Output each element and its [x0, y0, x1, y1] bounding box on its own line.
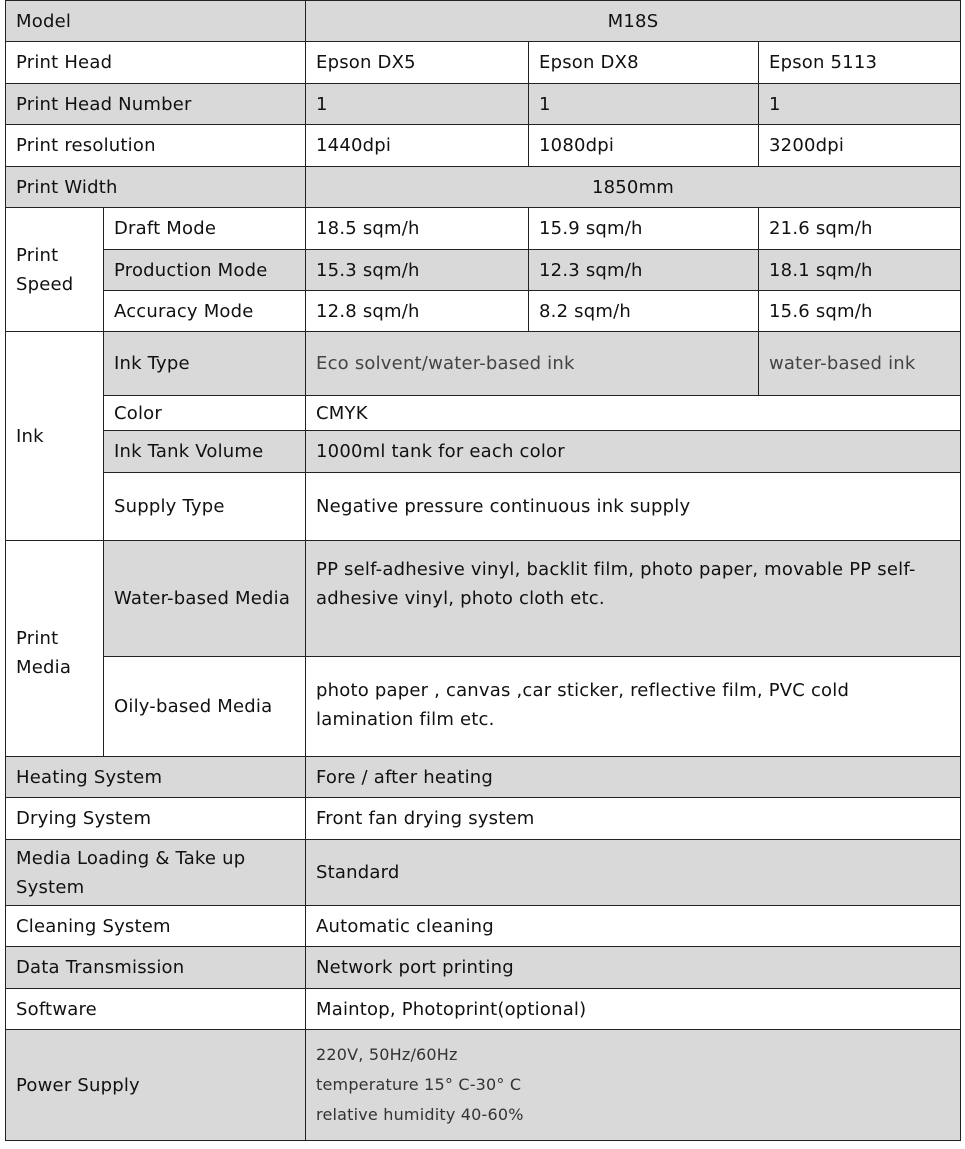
print-speed-label: Print Speed — [6, 208, 104, 332]
row-print-width — [6, 167, 961, 208]
row-speed-production — [6, 250, 961, 291]
speed-mode-label: Draft Mode — [104, 208, 306, 250]
row-speed-accuracy — [6, 291, 961, 332]
oily-media-label: Oily-based Media — [104, 657, 306, 757]
print-resolution-label: Print resolution — [6, 125, 306, 167]
power-supply-value — [306, 1030, 961, 1141]
row-speed-draft — [6, 208, 961, 250]
print-head-label: Print Head — [6, 42, 306, 84]
speed-value: 18.1 sqm/h — [759, 250, 961, 291]
speed-value: 18.5 sqm/h — [306, 208, 529, 250]
row-software — [6, 989, 961, 1030]
model-value: M18S — [306, 1, 961, 42]
speed-value: 21.6 sqm/h — [759, 208, 961, 250]
print-width-label: Print Width — [6, 167, 306, 208]
speed-value: 8.2 sqm/h — [529, 291, 759, 332]
spec-table — [5, 0, 961, 1141]
heating-value: Fore / after heating — [306, 757, 961, 798]
print-head-value: Epson 5113 — [759, 42, 961, 84]
speed-value: 12.8 sqm/h — [306, 291, 529, 332]
row-drying — [6, 798, 961, 840]
row-print-head — [6, 42, 961, 84]
power-supply-line: 220V, 50Hz/60Hz — [316, 1045, 458, 1064]
speed-value: 15.6 sqm/h — [759, 291, 961, 332]
software-value: Maintop, Photoprint(optional) — [306, 989, 961, 1030]
ink-type-eco: Eco solvent/water-based ink — [306, 332, 759, 396]
power-supply-line: temperature 15° C-30° C — [316, 1075, 522, 1094]
row-power-supply — [6, 1030, 961, 1141]
model-label: Model — [6, 1, 306, 42]
speed-value: 12.3 sqm/h — [529, 250, 759, 291]
power-supply-line: relative humidity 40-60% — [316, 1105, 524, 1124]
ink-supply-value: Negative pressure continuous ink supply — [306, 473, 961, 541]
row-model — [6, 1, 961, 42]
print-resolution-value: 1080dpi — [529, 125, 759, 167]
row-cleaning — [6, 906, 961, 947]
data-transmission-label: Data Transmission — [6, 947, 306, 989]
drying-label: Drying System — [6, 798, 306, 840]
ink-type-water: water-based ink — [759, 332, 961, 396]
media-loading-label: Media Loading & Take up System — [6, 840, 306, 906]
cleaning-label: Cleaning System — [6, 906, 306, 947]
drying-value: Front fan drying system — [306, 798, 961, 840]
row-oily-media — [6, 657, 961, 757]
row-ink-tank — [6, 431, 961, 473]
print-media-label: Print Media — [6, 541, 104, 757]
oily-media-value: photo paper , canvas ,car sticker, reflective film, PVC cold lamination film etc. — [306, 657, 961, 757]
print-head-number-value: 1 — [306, 84, 529, 125]
print-head-number-value: 1 — [759, 84, 961, 125]
ink-supply-label: Supply Type — [104, 473, 306, 541]
power-supply-label: Power Supply — [6, 1030, 306, 1141]
print-head-value: Epson DX5 — [306, 42, 529, 84]
row-ink-supply — [6, 473, 961, 541]
print-head-value: Epson DX8 — [529, 42, 759, 84]
speed-mode-label: Production Mode — [104, 250, 306, 291]
cleaning-value: Automatic cleaning — [306, 906, 961, 947]
speed-mode-label: Accuracy Mode — [104, 291, 306, 332]
row-media-loading — [6, 840, 961, 906]
heating-label: Heating System — [6, 757, 306, 798]
print-resolution-value: 1440dpi — [306, 125, 529, 167]
print-head-number-label: Print Head Number — [6, 84, 306, 125]
print-width-value: 1850mm — [306, 167, 961, 208]
ink-color-value: CMYK — [306, 396, 961, 431]
data-transmission-value: Network port printing — [306, 947, 961, 989]
ink-color-label: Color — [104, 396, 306, 431]
water-media-label: Water-based Media — [104, 541, 306, 657]
ink-label: Ink — [6, 332, 104, 541]
water-media-value: PP self-adhesive vinyl, backlit film, photo paper, movable PP self-adhesive vinyl, photo cloth etc. — [306, 541, 961, 657]
speed-value: 15.9 sqm/h — [529, 208, 759, 250]
media-loading-value: Standard — [306, 840, 961, 906]
row-water-media — [6, 541, 961, 657]
row-heating — [6, 757, 961, 798]
row-print-head-number — [6, 84, 961, 125]
row-print-resolution — [6, 125, 961, 167]
row-data-transmission — [6, 947, 961, 989]
ink-type-label: Ink Type — [104, 332, 306, 396]
print-head-number-value: 1 — [529, 84, 759, 125]
print-resolution-value: 3200dpi — [759, 125, 961, 167]
ink-tank-label: Ink Tank Volume — [104, 431, 306, 473]
ink-tank-value: 1000ml tank for each color — [306, 431, 961, 473]
software-label: Software — [6, 989, 306, 1030]
speed-value: 15.3 sqm/h — [306, 250, 529, 291]
row-ink-color — [6, 396, 961, 431]
row-ink-type — [6, 332, 961, 396]
